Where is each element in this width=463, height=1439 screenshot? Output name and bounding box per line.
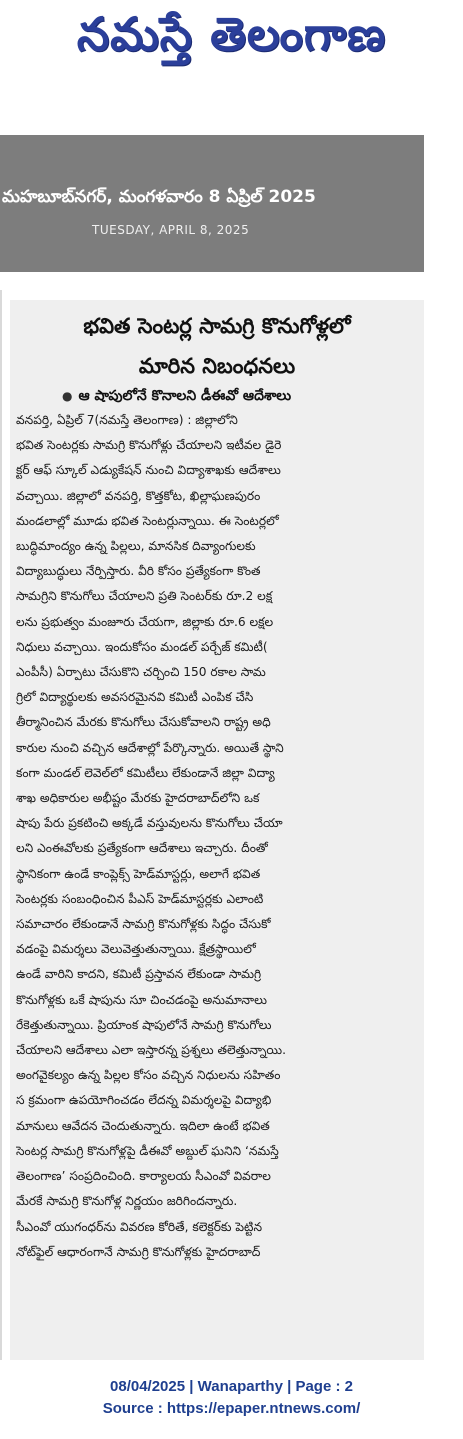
article-body-line: ఎంపీసీ) ఏర్పాటు చేసుకొని చర్చించి 150 రకాల సామ	[16, 665, 266, 680]
column-rule	[0, 290, 2, 1360]
article-headline	[10, 306, 424, 386]
article-body-line: గ్రిలో విద్యార్థులకు అవసరమైనవి కమిటీ ఎంపిక చేసి	[16, 690, 254, 705]
article-body-line: చేయాలని ఆదేశాలు ఎలా ఇస్తారన్న ప్రశ్నలు తలెత్తున్నాయి.	[16, 1043, 286, 1058]
article-body-line: వనపర్తి, ఏప్రిల్ 7(నమస్తే తెలంగాణ) : జిల్లాలోని	[16, 413, 238, 427]
article-body-line: లని ఎంఈవోలకు ప్రత్యేకంగా ఆదేశాలు ఇచ్చారు. దీంతో	[16, 841, 268, 856]
article-body-line: మండలాల్లో మూడు భవిత సెంటర్లున్నాయి. ఈ సెంటర్లలో	[16, 513, 279, 528]
headline-line-2: మారిన నిబంధనలు	[138, 354, 296, 378]
article-body-line: కంగా మండల్ లెవెల్‌లో కమిటీలు లేకుండానే జిల్లా విద్యా	[16, 765, 275, 780]
article-body-line: క్టర్ ఆఫ్ స్కూల్ ఎడ్యుకేషన్ నుంచి విద్యాశాఖకు ఆదేశాలు	[16, 463, 281, 478]
article-body-line: లను ప్రభుత్వం మంజూరు చేయగా, జిల్లాకు రూ.6 లక్షల	[16, 614, 274, 629]
telugu-dateline: మహబూబ్‌నగర్, మంగళవారం 8 ఏప్రిల్ 2025	[2, 187, 316, 207]
article-body-line: ఉండే వారిని కాదని, కమిటీ ప్రస్తావన లేకుండా సామగ్రి	[16, 967, 262, 982]
article-body-line: సామగ్రిని కొనుగోలు చేయాలని ప్రతి సెంటర్‌కు రూ.2 లక్ష	[16, 589, 273, 604]
article-body-line: నిధులు వచ్చాయి. ఇందుకోసం మండల్ పర్చేజ్ కమిటీ(	[16, 639, 268, 654]
footer-edition-line: 08/04/2025 | Wanaparthy | Page : 2	[110, 1378, 353, 1395]
article-body-line: బుద్ధిమాంద్యం ఉన్న పిల్లలు, మానసిక దివ్యాంగులకు	[16, 539, 256, 554]
article-body-line: విద్యాబుద్ధులు నేర్పిస్తారు. వీరి కోసం ప్రత్యేకంగా కొంత	[16, 564, 261, 579]
article-body-line: వచ్చాయి. జిల్లాలో వనపర్తి, కొత్తకోట, ఖిల్లాఘణపురం	[16, 488, 261, 503]
article-body-line: స క్రమంగా ఉపయోగించడం లేదన్న విమర్శలపై విద్యాభి	[16, 1093, 272, 1108]
article-body-line: అంగవైకల్యం ఉన్న పిల్లల కోసం వచ్చిన నిధులను సహితం	[16, 1068, 281, 1083]
date-band	[0, 135, 424, 272]
article-body-line: తీర్మానించిన మేరకు కొనుగోలు చేసుకోవాలని రాష్ట్ర అధి	[16, 715, 271, 730]
article-body-line: భవిత సెంటర్లకు సామగ్రి కొనుగోళ్లు చేయాలని ఇటీవల డైరె	[16, 438, 282, 453]
article-body-line: మేరకే సామగ్రి కొనుగోళ్ల నిర్ణయం జరిగిందన్నారు.	[16, 1194, 238, 1209]
article-body-line: షాపు పేరు ప్రకటించి అక్కడే వస్తువులను కొనుగోలు చేయా	[16, 816, 283, 831]
article-body-line: తెలంగాణ’ సంప్రదించింది. కార్యాలయ సీఎంవో వివరాల	[16, 1169, 271, 1184]
article-subhead	[62, 388, 422, 407]
article-body-line: కారుల నుంచి వచ్చిన ఆదేశాల్లో పేర్కొన్నారు. అయితే స్థాని	[16, 740, 284, 755]
newspaper-masthead	[0, 0, 463, 80]
article-body-line: మానులు ఆవేదన చెందుతున్నారు. ఇదిలా ఉంటే భవిత	[16, 1118, 270, 1133]
news-article	[10, 300, 424, 1360]
bullet-icon: ●	[62, 389, 73, 403]
english-date: TUESDAY, APRIL 8, 2025	[92, 223, 250, 237]
article-body	[16, 408, 420, 1265]
article-body-line: నోట్‌ఫైల్ ఆధారంగానే సామగ్రి కొనుగోళ్లకు హైదరాబాద్	[16, 1244, 261, 1259]
masthead-title: నమస్తే తెలంగాణ	[76, 7, 387, 61]
headline-line-1: భవిత సెంటర్ల సామగ్రి కొనుగోళ్లలో	[83, 314, 351, 338]
page-footer	[0, 1376, 463, 1420]
article-body-line: రేకెత్తుతున్నాయి. ప్రియాంక షాపులోనే సామగ్రి కొనుగోలు	[16, 1017, 272, 1032]
article-body-line: సెంటర్ల సామగ్రి కొనుగోళ్లపై డీఈవో అబ్దుల్ ఘనిని ‘నమస్తే	[16, 1143, 279, 1158]
footer-source-line: Source : https://epaper.ntnews.com/	[102, 1400, 361, 1417]
article-body-line: స్థానికంగా ఉండే కాంప్లెక్స్ హెడ్‌మాస్టర్లు, అలాగే భవిత	[16, 866, 261, 881]
article-body-line: శాఖ అధికారుల అభీష్టం మేరకు హైదరాబాద్‌లోని ఒక	[16, 791, 260, 806]
article-body-line: సెంటర్లకు సంబంధించిన పీఎస్ హెడ్‌మాస్టర్లకు ఎలాంటి	[16, 891, 264, 906]
article-body-line: సమాచారం లేకుండానే సామగ్రి కొనుగోళ్లకు సిద్ధం చేసుకో	[16, 917, 271, 932]
article-body-line: కొనుగోళ్లకు ఒకే షాపును సూ చించడంపై అనుమానాలు	[16, 992, 267, 1007]
article-body-line: వడంపై విమర్శలు వెలువెత్తుతున్నాయి. క్షేత్రస్థాయిలో	[16, 942, 256, 957]
subhead-text: ఆ షాపులోనే కొనాలని డీఈవో ఆదేశాలు	[78, 388, 292, 404]
article-body-line: సీఎంవో యుగంధర్‌ను వివరణ కోరితే, కలెక్టర్‌కు పెట్టిన	[16, 1219, 263, 1234]
